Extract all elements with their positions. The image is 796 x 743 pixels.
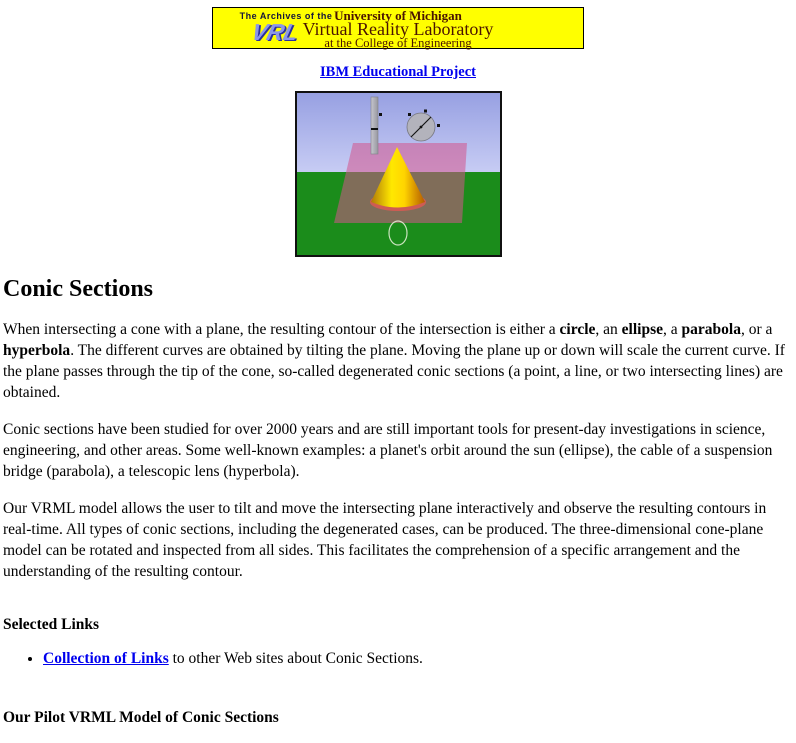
scene-image-row bbox=[3, 91, 793, 260]
selected-links-heading: Selected Links bbox=[3, 616, 100, 633]
vrl-logo: VRL bbox=[248, 19, 302, 45]
page-title: Conic Sections bbox=[3, 276, 153, 302]
archives-label: The Archives of the bbox=[239, 11, 333, 21]
pilot-model-heading: Our Pilot VRML Model of Conic Sections bbox=[3, 709, 279, 726]
banner-university: University of Michigan bbox=[334, 8, 462, 23]
ibm-educational-project-link[interactable]: IBM Educational Project bbox=[320, 64, 476, 80]
ibm-link-row bbox=[3, 63, 793, 81]
cone-plane-scene-image bbox=[295, 91, 502, 257]
collection-of-links-link[interactable]: Collection of Links bbox=[43, 650, 169, 667]
list-item-text: to other Web sites about Conic Sections. bbox=[168, 650, 423, 667]
history-paragraph: Conic sections have been studied for over 2000 years and are still important tools for present-day investigations in science, engineering, and other areas. Some well-known examples: a planet's orbit around the sun (ellipse), the cable of a suspension bridge (parabola), a telescopic lens (hyperbola). bbox=[3, 421, 773, 480]
banner-college: at the College of Engineering bbox=[324, 36, 472, 50]
banner-lab-name: Virtual Reality Laboratory bbox=[302, 19, 494, 39]
list-item bbox=[43, 648, 793, 669]
vrml-model-paragraph: Our VRML model allows the user to tilt and move the intersecting plane interactively and observe the resulting contours in real-time. All types of conic sections, including the degenerated cases, can be produced. The three-dimensional cone-plane model can be rotated and inspected from all sides. This facilitates the comprehension of a specific arrangement and the understanding of the resulting contour. bbox=[3, 500, 767, 580]
intro-paragraph: When intersecting a cone with a plane, the resulting contour of the intersection is either a circle, an ellipse, a parabola, or a hyperbola. The different curves are obtained by tilting the plane. Moving the plane up or down will scale the current curve. If the plane passes through the tip of the cone, so-called degenerated conic sections (a point, a line, or two intersecting lines) are obtained. bbox=[3, 321, 785, 401]
banner-text-block bbox=[213, 9, 583, 49]
vrl-banner bbox=[212, 7, 584, 49]
links-list bbox=[3, 648, 793, 669]
